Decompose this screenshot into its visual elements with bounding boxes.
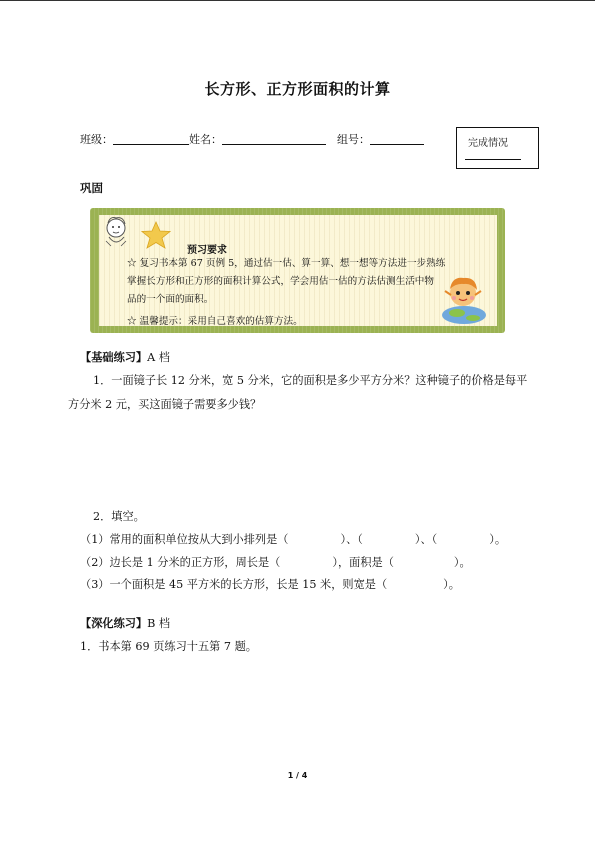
top-border-line [0,0,595,1]
completion-status-label: 完成情况 [468,138,508,149]
fill-blank-1-text: （1）常用的面积单位按从大到小排列是（ [80,533,289,546]
preview-requirements-banner [90,208,505,333]
deep-practice-grade: B 档 [147,617,171,630]
fill-blank-2-text: （2）边长是 1 分米的正方形，周长是（ [80,556,281,569]
fill-blank-3 [80,576,460,592]
class-label: 班级： [80,133,113,146]
name-label: 姓名： [189,133,222,146]
basic-practice-heading [80,349,170,365]
completion-status-box [456,127,539,169]
completion-status-blank[interactable] [465,159,521,160]
sketch-character-icon [98,213,134,249]
cartoon-kid-globe-icon [437,271,491,325]
fill-blank-1-end: ）。 [489,533,507,546]
student-info-row [80,131,424,147]
fill-blank-1-sep-b: ）、（ [414,533,438,546]
basic-practice-grade: A 档 [147,351,170,364]
deep-practice-heading [80,615,170,631]
deep-question-1: 1．书本第 69 页练习十五第 7 题。 [80,640,257,653]
fill-blank-2 [80,554,471,570]
banner-line-3: 品的一个面的面积。 [127,294,214,305]
group-label: 组号： [337,133,370,146]
banner-paper [99,215,497,326]
section-consolidate-heading: 巩固 [80,181,103,195]
banner-line-2: 掌握长方形和正方形的面积计算公式，学会用估一估的方法估测生活中物 [127,276,434,287]
fill-blank-1 [80,531,506,547]
name-blank[interactable] [222,133,326,145]
page-number: 1 / 4 [287,771,308,780]
banner-line-4: ☆ 温馨提示：采用自己喜欢的估算方法。 [127,316,303,327]
page-title: 长方形、正方形面积的计算 [204,80,391,98]
banner-title: 预习要求 [187,245,227,256]
fill-blank-3-text: （3）一个面积是 45 平方米的长方形，长是 15 米，则宽是（ [80,578,388,591]
fill-blank-1-sep-a: ）、（ [340,533,363,546]
group-blank[interactable] [370,133,424,145]
class-blank[interactable] [113,133,189,145]
star-icon [141,221,171,249]
fill-blank-3-end: ）。 [443,578,460,591]
question-1-line-2: 方分米 2 元，买这面镜子需要多少钱？ [68,398,262,411]
banner-line-1: ☆ 复习书本第 67 页例 5，通过估一估、算一算、想一想等方法进一步熟练 [127,258,446,269]
fill-blank-2-end: ）。 [453,556,471,569]
deep-practice-heading-bold: 【深化练习】 [80,616,148,630]
question-2-heading: 2．填空。 [93,510,145,523]
fill-blank-2-mid: ），面积是（ [332,556,394,569]
question-1-line-1: 1．一面镜子长 12 分米，宽 5 分米，它的面积是多少平方分米？这种镜子的价格是每平 [93,374,528,387]
basic-practice-heading-bold: 【基础练习】 [80,350,148,364]
